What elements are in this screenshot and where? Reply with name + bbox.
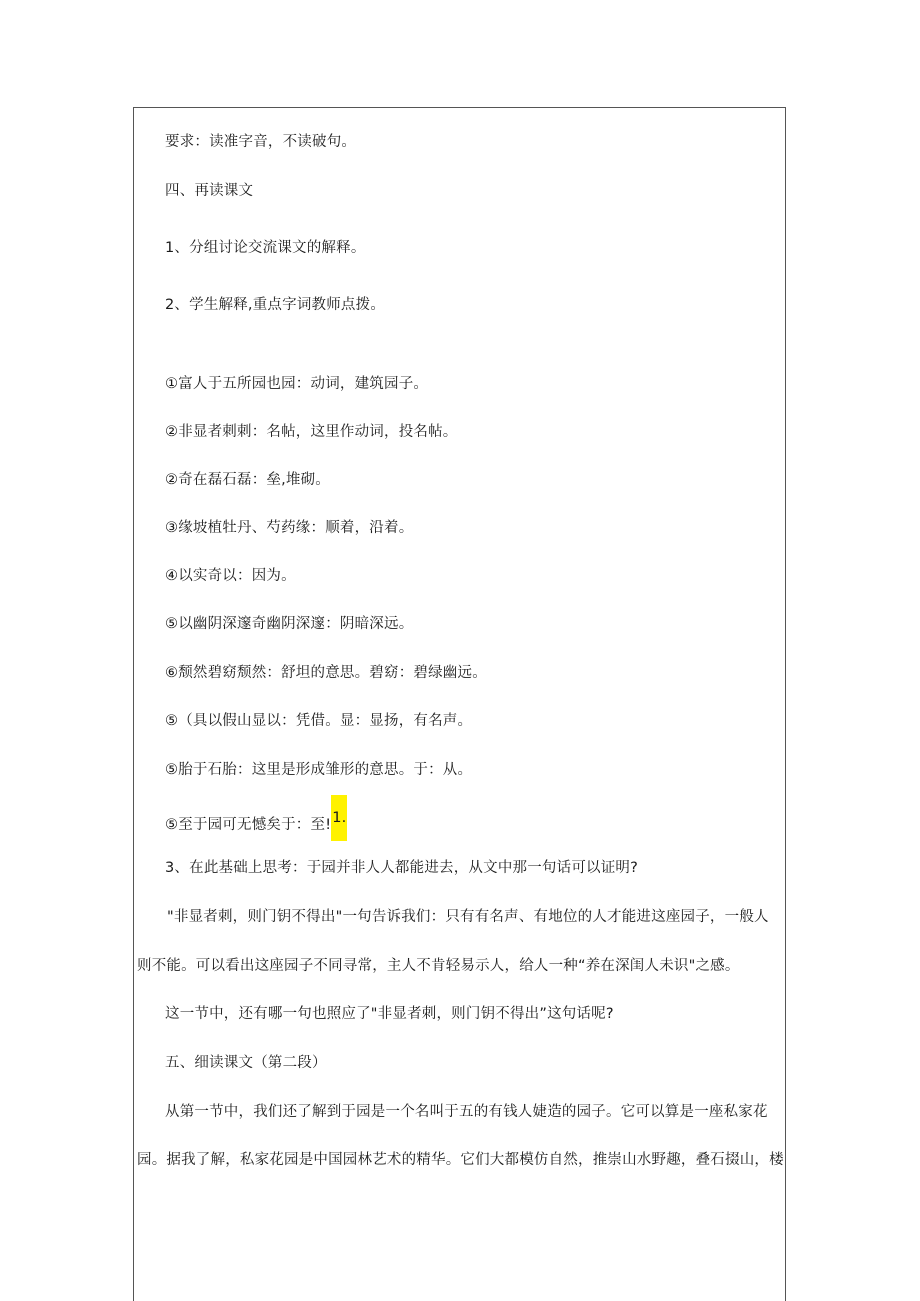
step-3-question: 3、在此基础上思考：于园并非人人都能进去，从文中那一句话可以证明? — [165, 860, 639, 876]
section-heading-5: 五、细读课文（第二段） — [165, 1055, 327, 1071]
body-paragraph-line: 从第一节中，我们还了解到于园是一个名叫于五的有钱人婕造的园子。它可以算是一座私家花 — [165, 1104, 768, 1120]
gloss-item: ⑤胎于石胎：这里是形成雏形的意思。于：从。 — [165, 762, 473, 778]
gloss-item: ②非显者刺刺：名帖，这里作动词，投名帖。 — [165, 424, 458, 440]
answer-paragraph-line: 则不能。可以看出这座园子不同寻常，主人不肯轻易示人，给人一种“养在深闺人未识"之感。 — [137, 958, 740, 974]
gloss-item: ⑤以幽阴深邃奇幽阴深邃：阴暗深远。 — [165, 616, 414, 632]
answer-paragraph-line: "非显者刺，则门钥不得出"一句告诉我们：只有有名声、有地位的人才能进这座园子，一般人 — [167, 909, 769, 925]
gloss-item-last — [165, 809, 347, 841]
gloss-item: ②奇在磊石磊：垒,堆砌。 — [165, 472, 331, 488]
highlight-mark: 1. — [331, 795, 347, 841]
requirement-line: 要求：读准字音，不读破句。 — [165, 134, 357, 150]
step-1-line: 1、分组讨论交流课文的解释。 — [165, 240, 366, 256]
gloss-item: ⑤（具以假山显以：凭借。显：显扬，有名声。 — [165, 713, 473, 729]
followup-question: 这一节中，还有哪一句也照应了"非显者刺，则门钥不得出”这句话呢? — [165, 1006, 614, 1022]
gloss-item: ④以实奇以：因为。 — [165, 568, 296, 584]
gloss-item: ⑥颓然碧窈颓然：舒坦的意思。碧窈：碧绿幽远。 — [165, 665, 487, 681]
section-heading-4: 四、再读课文 — [165, 183, 254, 199]
gloss-text: ⑤至于园可无憾矣于：至! — [165, 817, 332, 833]
gloss-item: ①富人于五所园也园：动词，建筑园子。 — [165, 376, 429, 392]
step-2-line: 2、学生解释,重点字词教师点拨。 — [165, 297, 386, 313]
body-paragraph-line: 园。据我了解，私家花园是中国园林艺术的精华。它们大都模仿自然，推崇山水野趣，叠石掇山，楼 — [137, 1152, 784, 1168]
gloss-item: ③缘坡植牡丹、芍药缘：顺着，沿着。 — [165, 520, 414, 536]
